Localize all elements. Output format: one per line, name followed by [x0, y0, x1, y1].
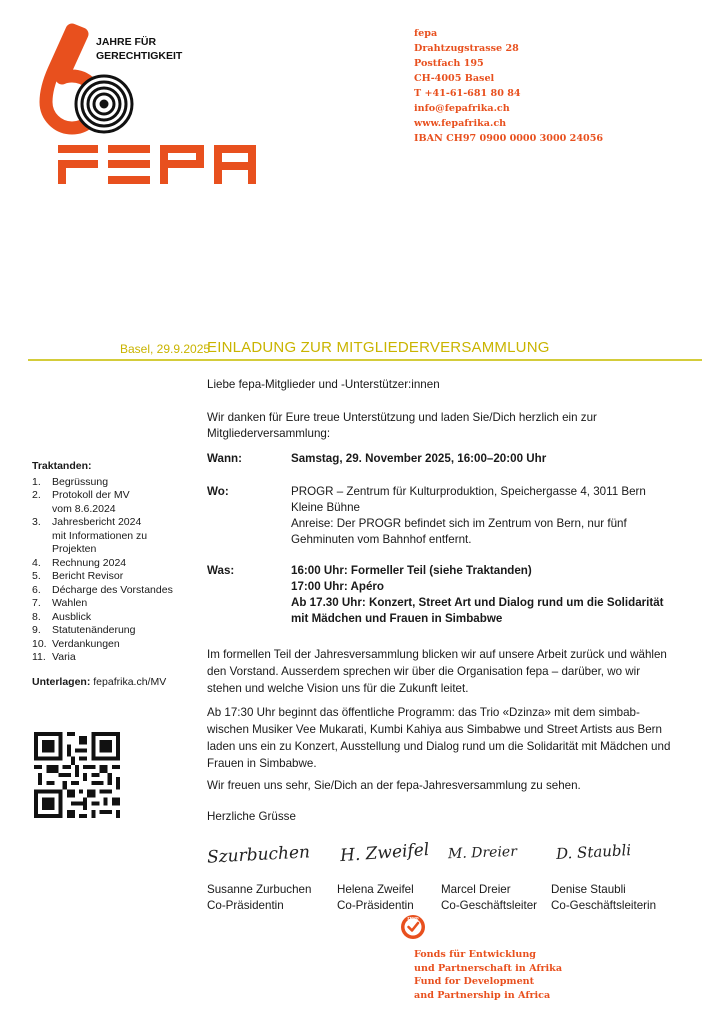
signer-role: Co-Präsidentin — [207, 899, 284, 912]
paragraph-line: Wir freuen uns sehr, Sie/Dich an der fepa-Jahresversammlung zu sehen. — [207, 779, 581, 792]
agenda-item: 9. Statutenänderung — [32, 624, 136, 636]
signer-block — [337, 882, 414, 914]
signature-staubli: D. Staubli — [555, 841, 632, 863]
sender-address — [414, 26, 603, 146]
intro-line: Mitgliederversammlung: — [207, 427, 331, 440]
what-line: Ab 17.30 Uhr: Konzert, Street Art und Dialog rund um die Solidarität — [291, 596, 664, 609]
greeting: Liebe fepa-Mitglieder und -Unterstützer:innen — [207, 378, 440, 391]
paragraph-line: wischen Musiker Vee Mukarati, Kumbi Kahiya aus Simbabwe und Street Artists aus Bern — [207, 723, 662, 736]
agenda-list — [32, 476, 173, 665]
documents-label: Unterlagen: — [32, 675, 91, 688]
paragraph-line: Frauen in Simbabwe. — [207, 757, 317, 770]
svg-text:ZEWO: ZEWO — [407, 916, 419, 921]
logo-fepa-wordmark — [58, 145, 256, 184]
signer-block — [207, 882, 311, 914]
signer-name: Marcel Dreier — [441, 883, 511, 896]
paragraph-line: laden uns ein zu Konzert, Ausstellung und Dialog rund um die Solidarität mit Mädchen und — [207, 740, 671, 753]
zewo-seal-icon — [400, 914, 426, 940]
documents-link[interactable]: fepafrika.ch/MV — [93, 675, 167, 688]
paragraph-line: Im formellen Teil der Jahresversammlung blicken wir auf unsere Arbeit zurück und wählen — [207, 648, 667, 661]
agenda-item: 6. Décharge des Vorstandes — [32, 583, 173, 596]
signer-role: Co-Geschäftsleiter — [441, 899, 538, 912]
agenda-item: 11. Varia — [32, 651, 76, 663]
what-line: mit Mädchen und Frauen in Simbabwe — [291, 612, 503, 625]
letter-date: Basel, 29.9.2025 — [120, 342, 211, 356]
intro-line: Wir danken für Eure treue Unterstützung und laden Sie/Dich herzlich ein zur — [207, 411, 597, 424]
signature-zurbuchen: Szurbuchen — [206, 842, 311, 868]
signer-block — [441, 882, 537, 914]
fund-line: Fonds für Entwicklung — [414, 949, 537, 960]
address-website[interactable]: www.fepafrika.ch — [414, 118, 507, 129]
agenda-item: 1. Begrüssung — [32, 475, 109, 488]
signer-role: Co-Präsidentin — [337, 899, 414, 912]
when-value: Samstag, 29. November 2025, 16:00–20:00 Uhr — [291, 452, 547, 465]
address-line: CH-4005 Basel — [414, 73, 495, 84]
where-label: Wo: — [207, 485, 229, 498]
what-label: Was: — [207, 564, 235, 577]
agenda-item: 7. Wahlen — [32, 597, 88, 609]
agenda-item: 3. Jahresbericht 2024 mit Informationen zu Projekten — [32, 516, 148, 555]
agenda-item: 2. Protokoll der MV vom 8.6.2024 — [32, 489, 130, 515]
letter-title: EINLADUNG ZUR MITGLIEDERVERSAMMLUNG — [207, 339, 550, 356]
signer-block — [551, 882, 656, 914]
qr-code-icon[interactable] — [34, 732, 120, 818]
signature-zweifel: H. Zweifel — [339, 839, 430, 867]
signature-dreier: M. Dreier — [447, 843, 518, 863]
when-label: Wann: — [207, 452, 242, 465]
logo-tagline-1: JAHRE FÜR — [96, 36, 157, 48]
agenda-heading: Traktanden: — [32, 460, 92, 472]
paragraph-line: den Vorstand. Ausserdem sprechen wir über die Organisation fepa – darüber, wo wir — [207, 665, 641, 678]
where-line: Anreise: Der PROGR befindet sich im Zentrum von Bern, nur fünf — [291, 517, 627, 530]
where-line: PROGR – Zentrum für Kulturproduktion, Speichergasse 4, 3011 Bern — [291, 485, 646, 498]
signer-name: Helena Zweifel — [337, 883, 414, 896]
what-line: 17:00 Uhr: Apéro — [291, 580, 384, 593]
signer-name: Susanne Zurbuchen — [207, 883, 312, 896]
where-line: Gehminuten vom Bahnhof entfernt. — [291, 533, 472, 546]
logo-tagline-2: GERECHTIGKEIT — [96, 50, 183, 62]
fund-line: Fund for Development — [414, 976, 535, 987]
paragraph-line: Ab 17:30 Uhr beginnt das öffentliche Programm: das Trio «Dzinza» mit dem simbab- — [207, 706, 640, 719]
fund-line: und Partnerschaft in Afrika — [414, 962, 563, 974]
documents-note — [32, 676, 173, 690]
closing: Herzliche Grüsse — [207, 810, 296, 823]
address-line: fepa — [414, 28, 438, 39]
address-iban: IBAN CH97 0900 0000 3000 24056 — [414, 133, 604, 144]
address-line: Postfach 195 — [414, 58, 484, 69]
signer-role: Co-Geschäftsleiterin — [551, 899, 657, 912]
what-line: 16:00 Uhr: Formeller Teil (siehe Traktanden) — [291, 564, 532, 577]
logo-zero-record — [76, 76, 132, 132]
address-email[interactable]: info@fepafrika.ch — [414, 103, 510, 114]
paragraph-line: stehen und welche Vision uns für die Zukunft leitet. — [207, 682, 469, 695]
title-rule — [28, 359, 702, 361]
address-phone: T +41-61-681 80 84 — [414, 88, 521, 99]
fund-line: and Partnership in Africa — [414, 989, 551, 1001]
agenda-item: 8. Ausblick — [32, 610, 92, 623]
agenda-item: 5. Bericht Revisor — [32, 570, 124, 582]
agenda-item: 10. Verdankungen — [32, 637, 120, 650]
agenda-item: 4. Rechnung 2024 — [32, 556, 127, 569]
fepa-60-logo — [24, 22, 264, 192]
address-line: Drahtzugstrasse 28 — [414, 43, 519, 54]
where-line: Kleine Bühne — [291, 501, 360, 514]
agenda-sidebar — [32, 460, 173, 689]
signer-name: Denise Staubli — [551, 883, 626, 896]
fund-name — [414, 948, 562, 1002]
